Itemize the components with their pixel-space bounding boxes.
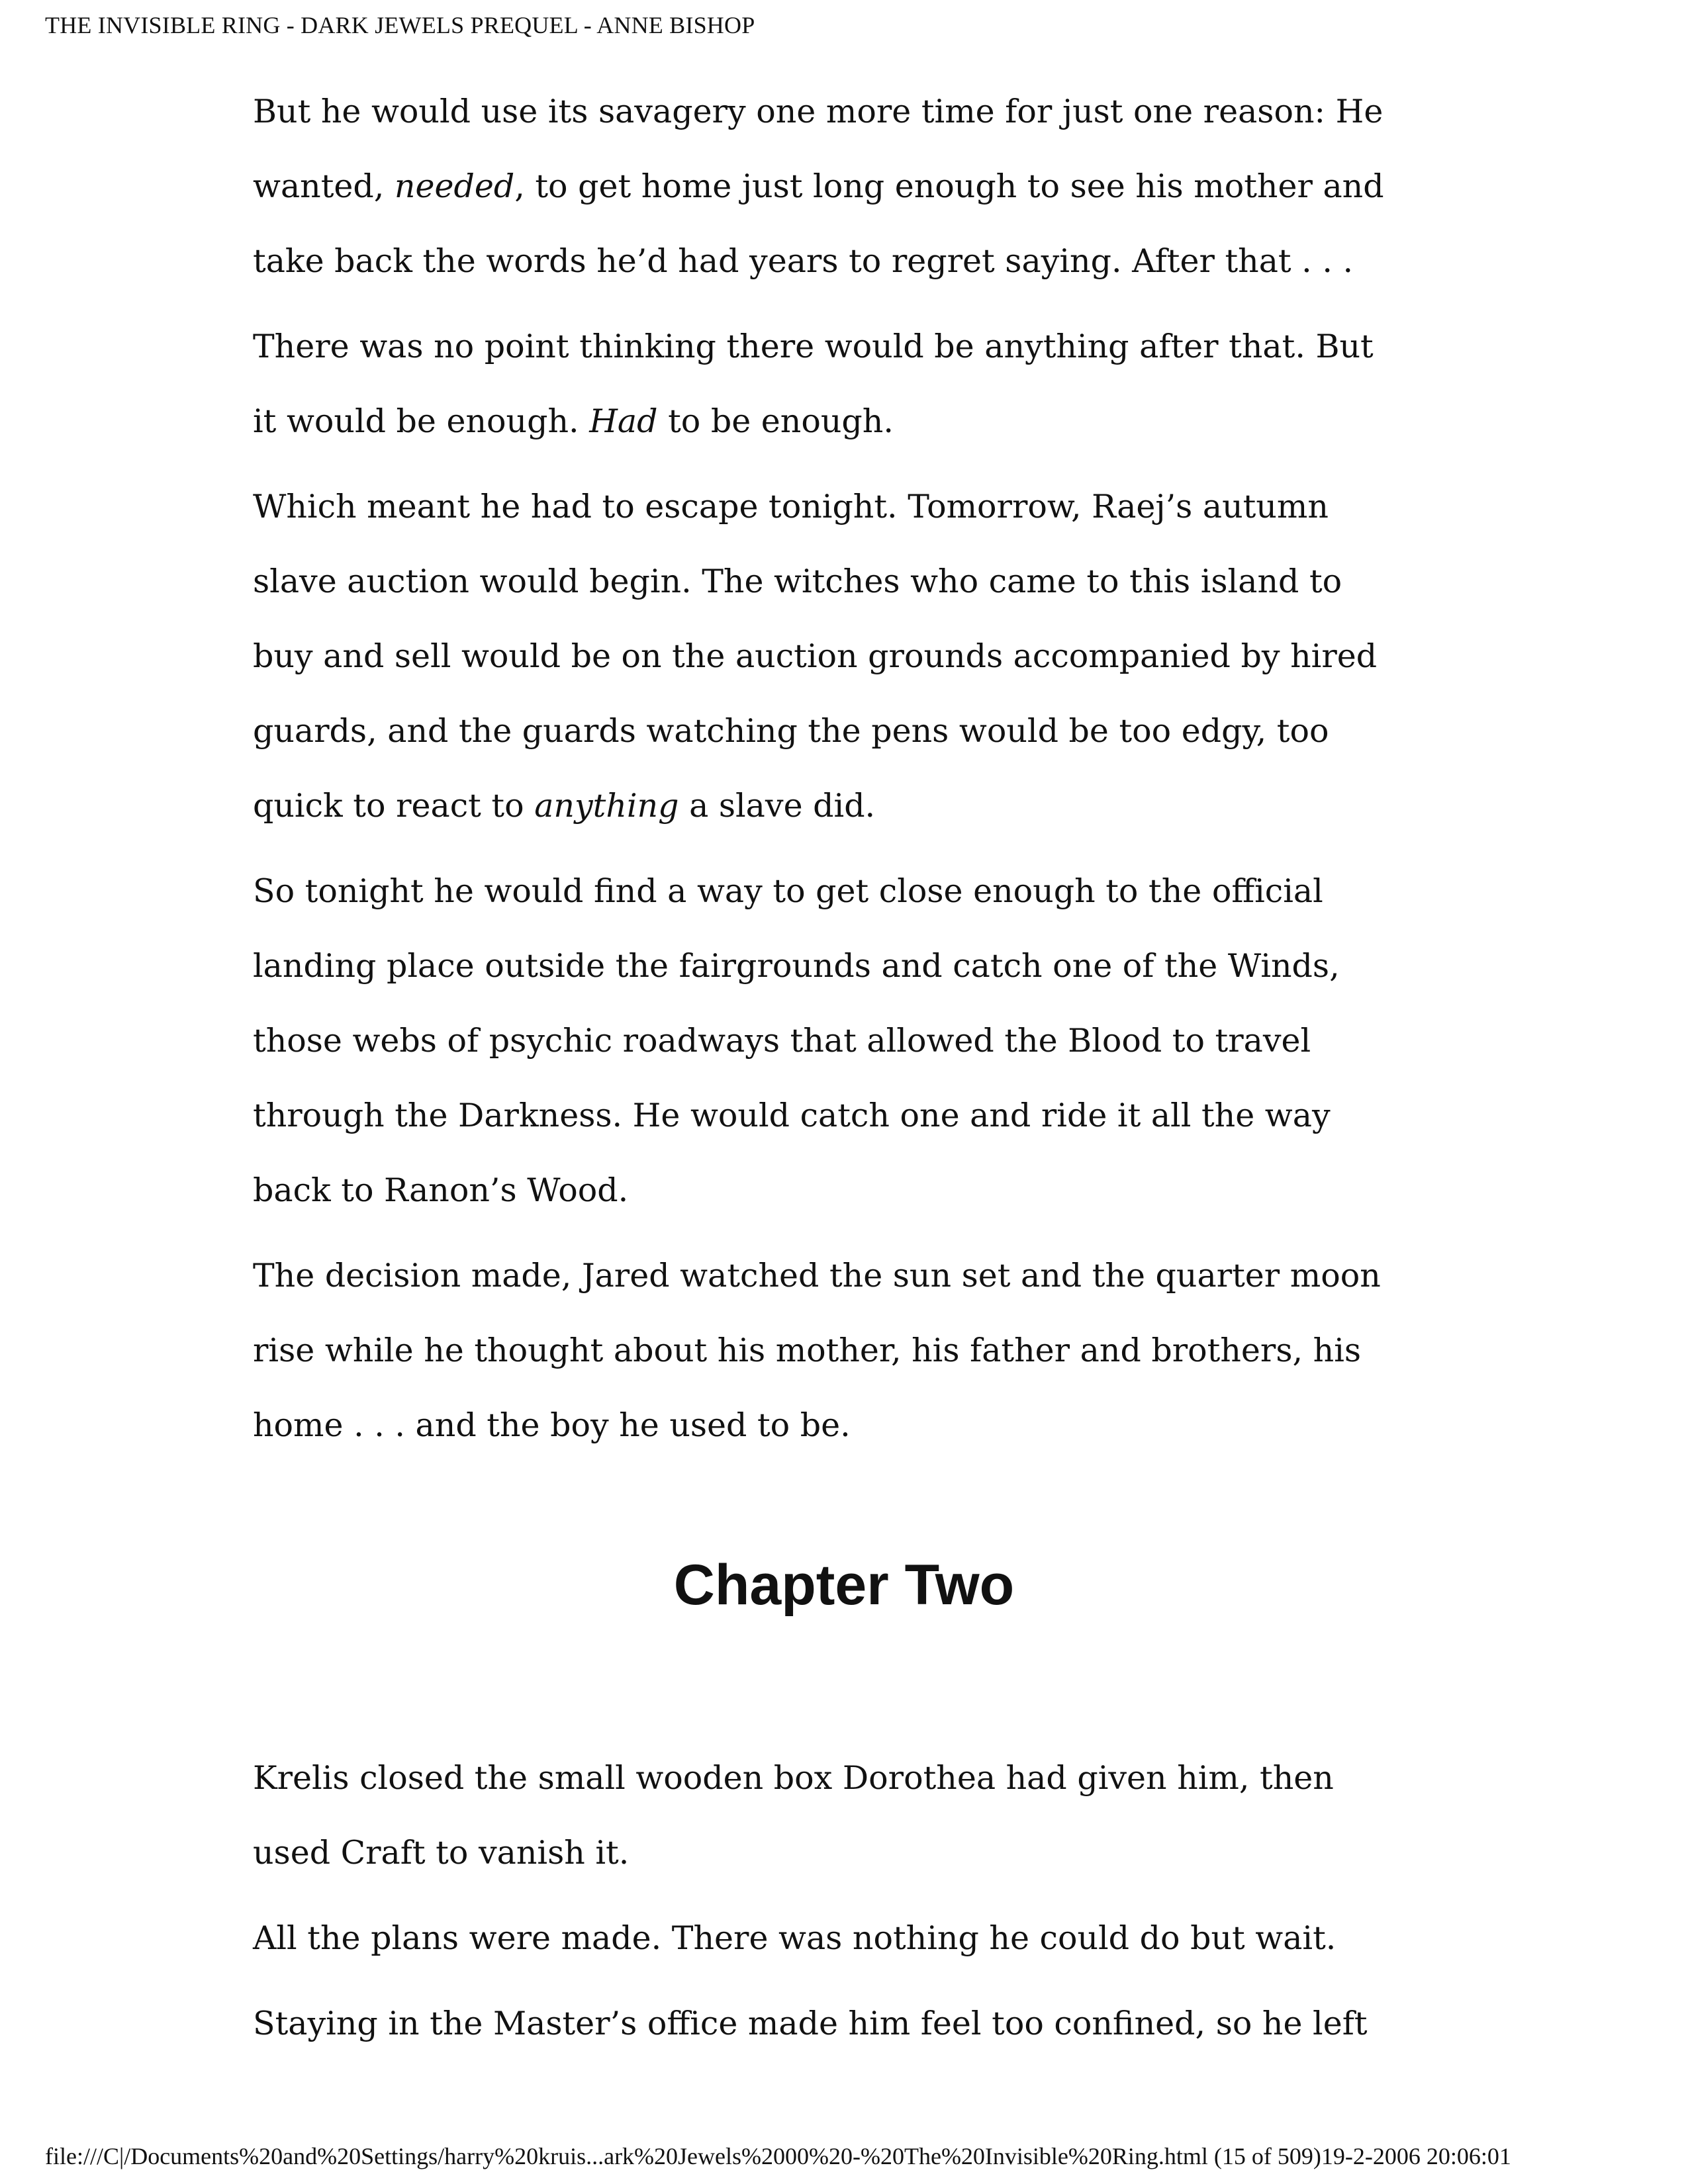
text-run: it would be enough. (253, 402, 590, 440)
body-text-after-chapter (253, 1741, 1444, 2071)
body-text-before-chapter (253, 74, 1444, 1473)
paragraph (253, 309, 1444, 459)
text-line: Krelis closed the small wooden box Dorothea had given him, then (253, 1759, 1334, 1797)
text-line: rise while he thought about his mother, his father and brothers, his (253, 1332, 1362, 1369)
text-run: a slave did. (679, 787, 876, 825)
italic-run: anything (534, 787, 679, 825)
paragraph (253, 1238, 1444, 1463)
paragraph (253, 1741, 1444, 1890)
paragraph (253, 74, 1444, 298)
text-line (253, 768, 1444, 843)
text-line: So tonight he would find a way to get close enough to the official (253, 872, 1323, 910)
text-run: to be enough. (657, 402, 894, 440)
text-line: There was no point thinking there would be anything after that. But (253, 328, 1374, 365)
paragraph (253, 469, 1444, 843)
chapter-title: Chapter Two (673, 1553, 1015, 1617)
text-line: back to Ranon’s Wood. (253, 1171, 629, 1209)
paragraph (253, 1986, 1444, 2061)
text-run: wanted, (253, 167, 395, 205)
text-line: those webs of psychic roadways that allowed the Blood to travel (253, 1022, 1311, 1060)
text-line (253, 149, 1444, 224)
paragraph (253, 854, 1444, 1228)
text-line: But he would use its savagery one more time for just one reason: He (253, 93, 1383, 130)
text-line: guards, and the guards watching the pens would be too edgy, too (253, 712, 1329, 750)
text-line: through the Darkness. He would catch one and ride it all the way (253, 1097, 1331, 1134)
text-line: take back the words he’d had years to regret saying. After that . . . (253, 242, 1354, 280)
text-line (253, 384, 1444, 459)
text-line: used Craft to vanish it. (253, 1834, 630, 1872)
text-line: landing place outside the fairgrounds and catch one of the Winds, (253, 947, 1340, 985)
text-line: All the plans were made. There was nothing he could do but wait. (253, 1919, 1336, 1957)
italic-run: Had (589, 402, 658, 440)
text-line: The decision made, Jared watched the sun set and the quarter moon (253, 1257, 1381, 1295)
text-run: quick to react to (253, 787, 535, 825)
text-line: buy and sell would be on the auction grounds accompanied by hired (253, 637, 1378, 675)
text-run: , to get home just long enough to see his mother and (514, 167, 1384, 205)
italic-run: needed (394, 167, 515, 205)
text-line: home . . . and the boy he used to be. (253, 1406, 851, 1444)
text-line: Which meant he had to escape tonight. Tomorrow, Raej’s autumn (253, 488, 1329, 525)
text-line: slave auction would begin. The witches who came to this island to (253, 563, 1342, 600)
paragraph (253, 1901, 1444, 1976)
text-line: Staying in the Master’s office made him feel too confined, so he left (253, 2005, 1368, 2042)
running-footer: file:///C|/Documents%20and%20Settings/harry%20kruis...ark%20Jewels%2000%20-%20The%20Invisible%20Ring.html (15 of 509)19-2-2006 20:06:01 (45, 2143, 1511, 2169)
running-header: THE INVISIBLE RING - DARK JEWELS PREQUEL - ANNE BISHOP (45, 12, 755, 38)
